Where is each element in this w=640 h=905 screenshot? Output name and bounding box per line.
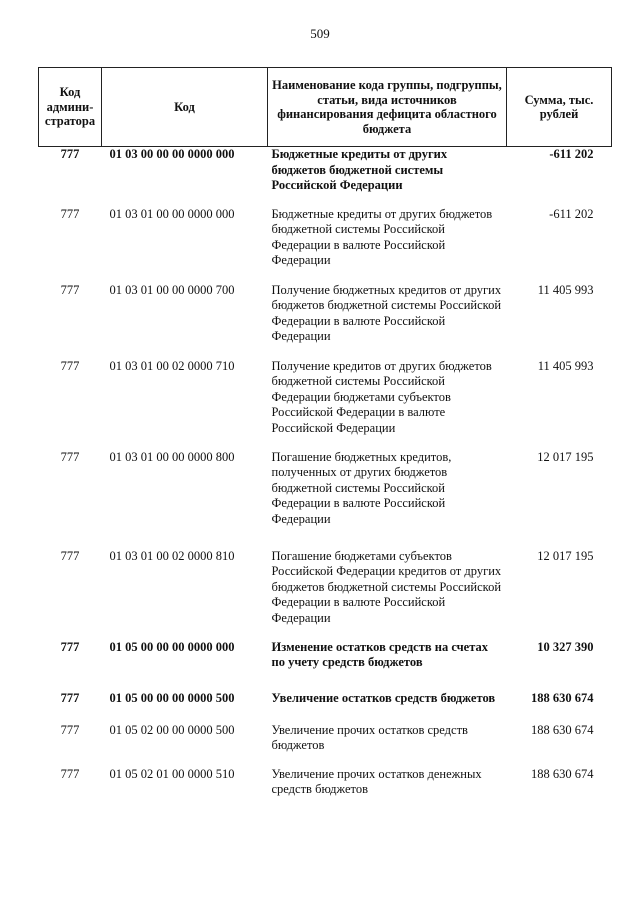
row-sum: 12 017 195 — [537, 449, 594, 464]
table-row — [39, 450, 612, 549]
row-admin-code: 777 — [60, 766, 80, 781]
row-sum: 10 327 390 — [537, 639, 594, 654]
table-row — [39, 767, 612, 811]
row-budget-code: 01 05 00 00 00 0000 500 — [109, 690, 235, 705]
row-budget-code: 01 03 01 00 02 0000 810 — [109, 548, 235, 563]
row-budget-code: 01 03 01 00 00 0000 700 — [109, 282, 235, 297]
page-number: 509 — [310, 26, 330, 41]
row-admin-code: 777 — [60, 358, 80, 373]
row-name: Получение бюджетных кредитов от других бюджетов бюджетной системы Российской Федерации в валюте Российской Федерации — [271, 282, 502, 343]
row-name: Увеличение прочих остатков средств бюджетов — [271, 722, 468, 752]
row-admin-code: 777 — [60, 690, 80, 705]
header-admin-code: Код админи-стратора — [39, 68, 102, 147]
row-name: Погашение бюджетами субъектов Российской Федерации кредитов от других бюджетов бюджетной системы Российской Федерации в валюте Российской Федерации — [271, 548, 502, 625]
row-sum: 11 405 993 — [537, 282, 594, 297]
row-name: Бюджетные кредиты от других бюджетов бюджетной системы Российской Федерации в валюте Российской Федерации — [271, 206, 493, 267]
row-name: Бюджетные кредиты от других бюджетов бюджетной системы Российской Федерации — [271, 147, 448, 192]
table-row — [39, 691, 612, 723]
row-name: Увеличение остатков средств бюджетов — [271, 690, 496, 705]
header-sum: Сумма, тыс. рублей — [507, 68, 612, 147]
row-admin-code: 777 — [60, 282, 80, 297]
row-sum: -611 202 — [549, 147, 594, 161]
table-row — [39, 723, 612, 767]
row-name: Увеличение прочих остатков денежных средств бюджетов — [271, 766, 482, 796]
table-row — [39, 359, 612, 450]
table-row — [39, 283, 612, 359]
header-name: Наименование кода группы, подгруппы, статьи, вида источников финансирования дефицита областного бюджета — [268, 68, 507, 147]
row-sum: 12 017 195 — [537, 548, 594, 563]
table-row — [39, 640, 612, 691]
row-budget-code: 01 05 00 00 00 0000 000 — [109, 639, 235, 654]
row-admin-code: 777 — [60, 147, 80, 161]
row-admin-code: 777 — [60, 206, 80, 221]
row-admin-code: 777 — [60, 449, 80, 464]
row-admin-code: 777 — [60, 722, 80, 737]
row-budget-code: 01 05 02 00 00 0000 500 — [109, 722, 235, 737]
table-row — [39, 147, 612, 207]
row-name: Получение кредитов от других бюджетов бюджетной системы Российской Федерации бюджетами субъектов Российской Федерации в валюте Российской Федерации — [271, 358, 492, 435]
row-sum: 11 405 993 — [537, 358, 594, 373]
header-code: Код — [102, 68, 268, 147]
row-budget-code: 01 05 02 01 00 0000 510 — [109, 766, 235, 781]
row-admin-code: 777 — [60, 639, 80, 654]
row-budget-code: 01 03 01 00 02 0000 710 — [109, 358, 235, 373]
row-sum: 188 630 674 — [531, 722, 594, 737]
budget-sources-table — [38, 67, 612, 811]
row-sum: 188 630 674 — [531, 690, 594, 705]
row-name: Изменение остатков средств на счетах по учету средств бюджетов — [271, 639, 489, 669]
table-row — [39, 207, 612, 283]
table-header-row — [39, 68, 612, 147]
row-budget-code: 01 03 00 00 00 0000 000 — [109, 147, 235, 161]
table-row — [39, 549, 612, 640]
row-sum: -611 202 — [549, 206, 594, 221]
row-sum: 188 630 674 — [531, 766, 594, 781]
row-budget-code: 01 03 01 00 00 0000 000 — [109, 206, 235, 221]
row-budget-code: 01 03 01 00 00 0000 800 — [109, 449, 235, 464]
row-name: Погашение бюджетных кредитов, полученных от других бюджетов бюджетной системы Российской Федерации в валюте Российской Федерации — [271, 449, 452, 526]
row-admin-code: 777 — [60, 548, 80, 563]
